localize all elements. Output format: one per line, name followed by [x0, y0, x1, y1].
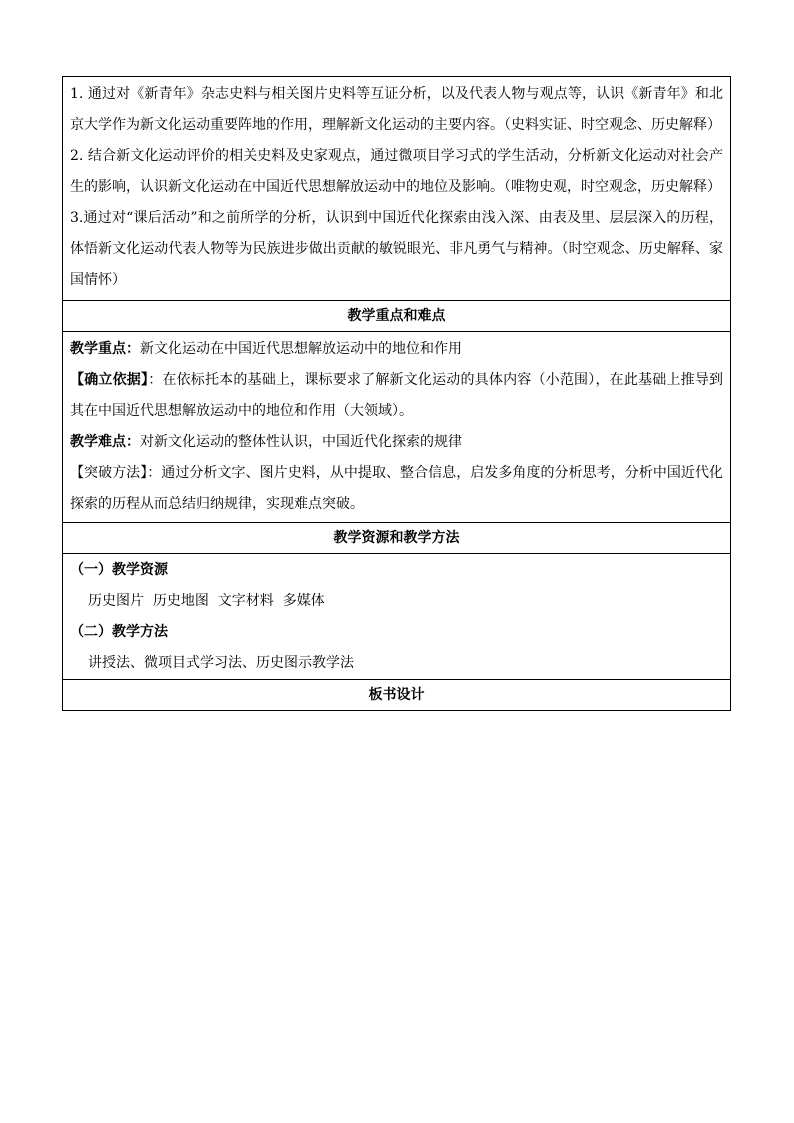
resources-text: 历史图片 历史地图 文字材料 多媒体	[88, 593, 325, 609]
resources-cell	[63, 554, 731, 680]
objectives-row	[63, 77, 731, 301]
methods-title: （二）教学方法	[70, 624, 168, 640]
resources-title: （一）教学资源	[70, 562, 168, 578]
method-text: ：通过分析文字、图片史料，从中提取、整合信息，启发多角度的分析思考，分析中国近代化探索的历程从而总结归纳规律，实现难点突破。	[70, 465, 724, 512]
board-header: 板书设计	[63, 680, 731, 711]
lesson-plan-page	[62, 76, 731, 711]
objective-1: 1. 通过对《新青年》杂志史料与相关图片史料等互证分析，以及代表人物与观点等，认识《新青年》和北京大学作为新文化运动重要阵地的作用，理解新文化运动的主要内容。（史料实证、时空观念、历史解释）	[70, 86, 723, 133]
key-points-header: 教学重点和难点	[63, 301, 731, 332]
lesson-plan-table	[62, 76, 731, 711]
resources-header-row	[63, 523, 731, 554]
difficulty-text: 对新文化运动的整体性认识，中国近代化探索的规律	[140, 434, 462, 450]
teaching-difficulty	[70, 427, 723, 458]
board-header-row	[63, 680, 731, 711]
breakthrough-method	[70, 458, 723, 520]
key-points-row	[63, 332, 731, 523]
methods-text: 讲授法、微项目式学习法、历史图示教学法	[88, 655, 354, 671]
basis-text: ：在依标托本的基础上，课标要求了解新文化运动的具体内容（小范围），在此基础上推导到其在中国近代思想解放运动中的地位和作用（大领域）。	[70, 372, 724, 419]
method-label: 【突破方法】	[70, 465, 148, 481]
basis-label: 【确立依据】	[70, 372, 149, 388]
teaching-focus	[70, 334, 723, 365]
resources-header: 教学资源和教学方法	[63, 523, 731, 554]
objective-3: 3.通过对“课后活动”和之前所学的分析，认识到中国近代化探索由浅入深、由表及里、层层深入的历程，体悟新文化运动代表人物等为民族进步做出贡献的敏锐眼光、非凡勇气与精神。（时空观念、历史解释、家国情怀）	[70, 210, 723, 288]
resources-row	[63, 554, 731, 680]
difficulty-label: 教学难点：	[70, 434, 140, 450]
focus-text: 新文化运动在中国近代思想解放运动中的地位和作用	[140, 341, 462, 357]
key-points-header-row	[63, 301, 731, 332]
objectives-cell	[63, 77, 731, 301]
focus-label: 教学重点：	[70, 341, 140, 357]
key-points-cell	[63, 332, 731, 523]
objective-2: 2. 结合新文化运动评价的相关史料及史家观点，通过微项目学习式的学生活动，分析新文化运动对社会产生的影响，认识新文化运动在中国近代思想解放运动中的地位及影响。（唯物史观，时空观念，历史解释）	[70, 148, 723, 195]
focus-basis	[70, 365, 723, 427]
